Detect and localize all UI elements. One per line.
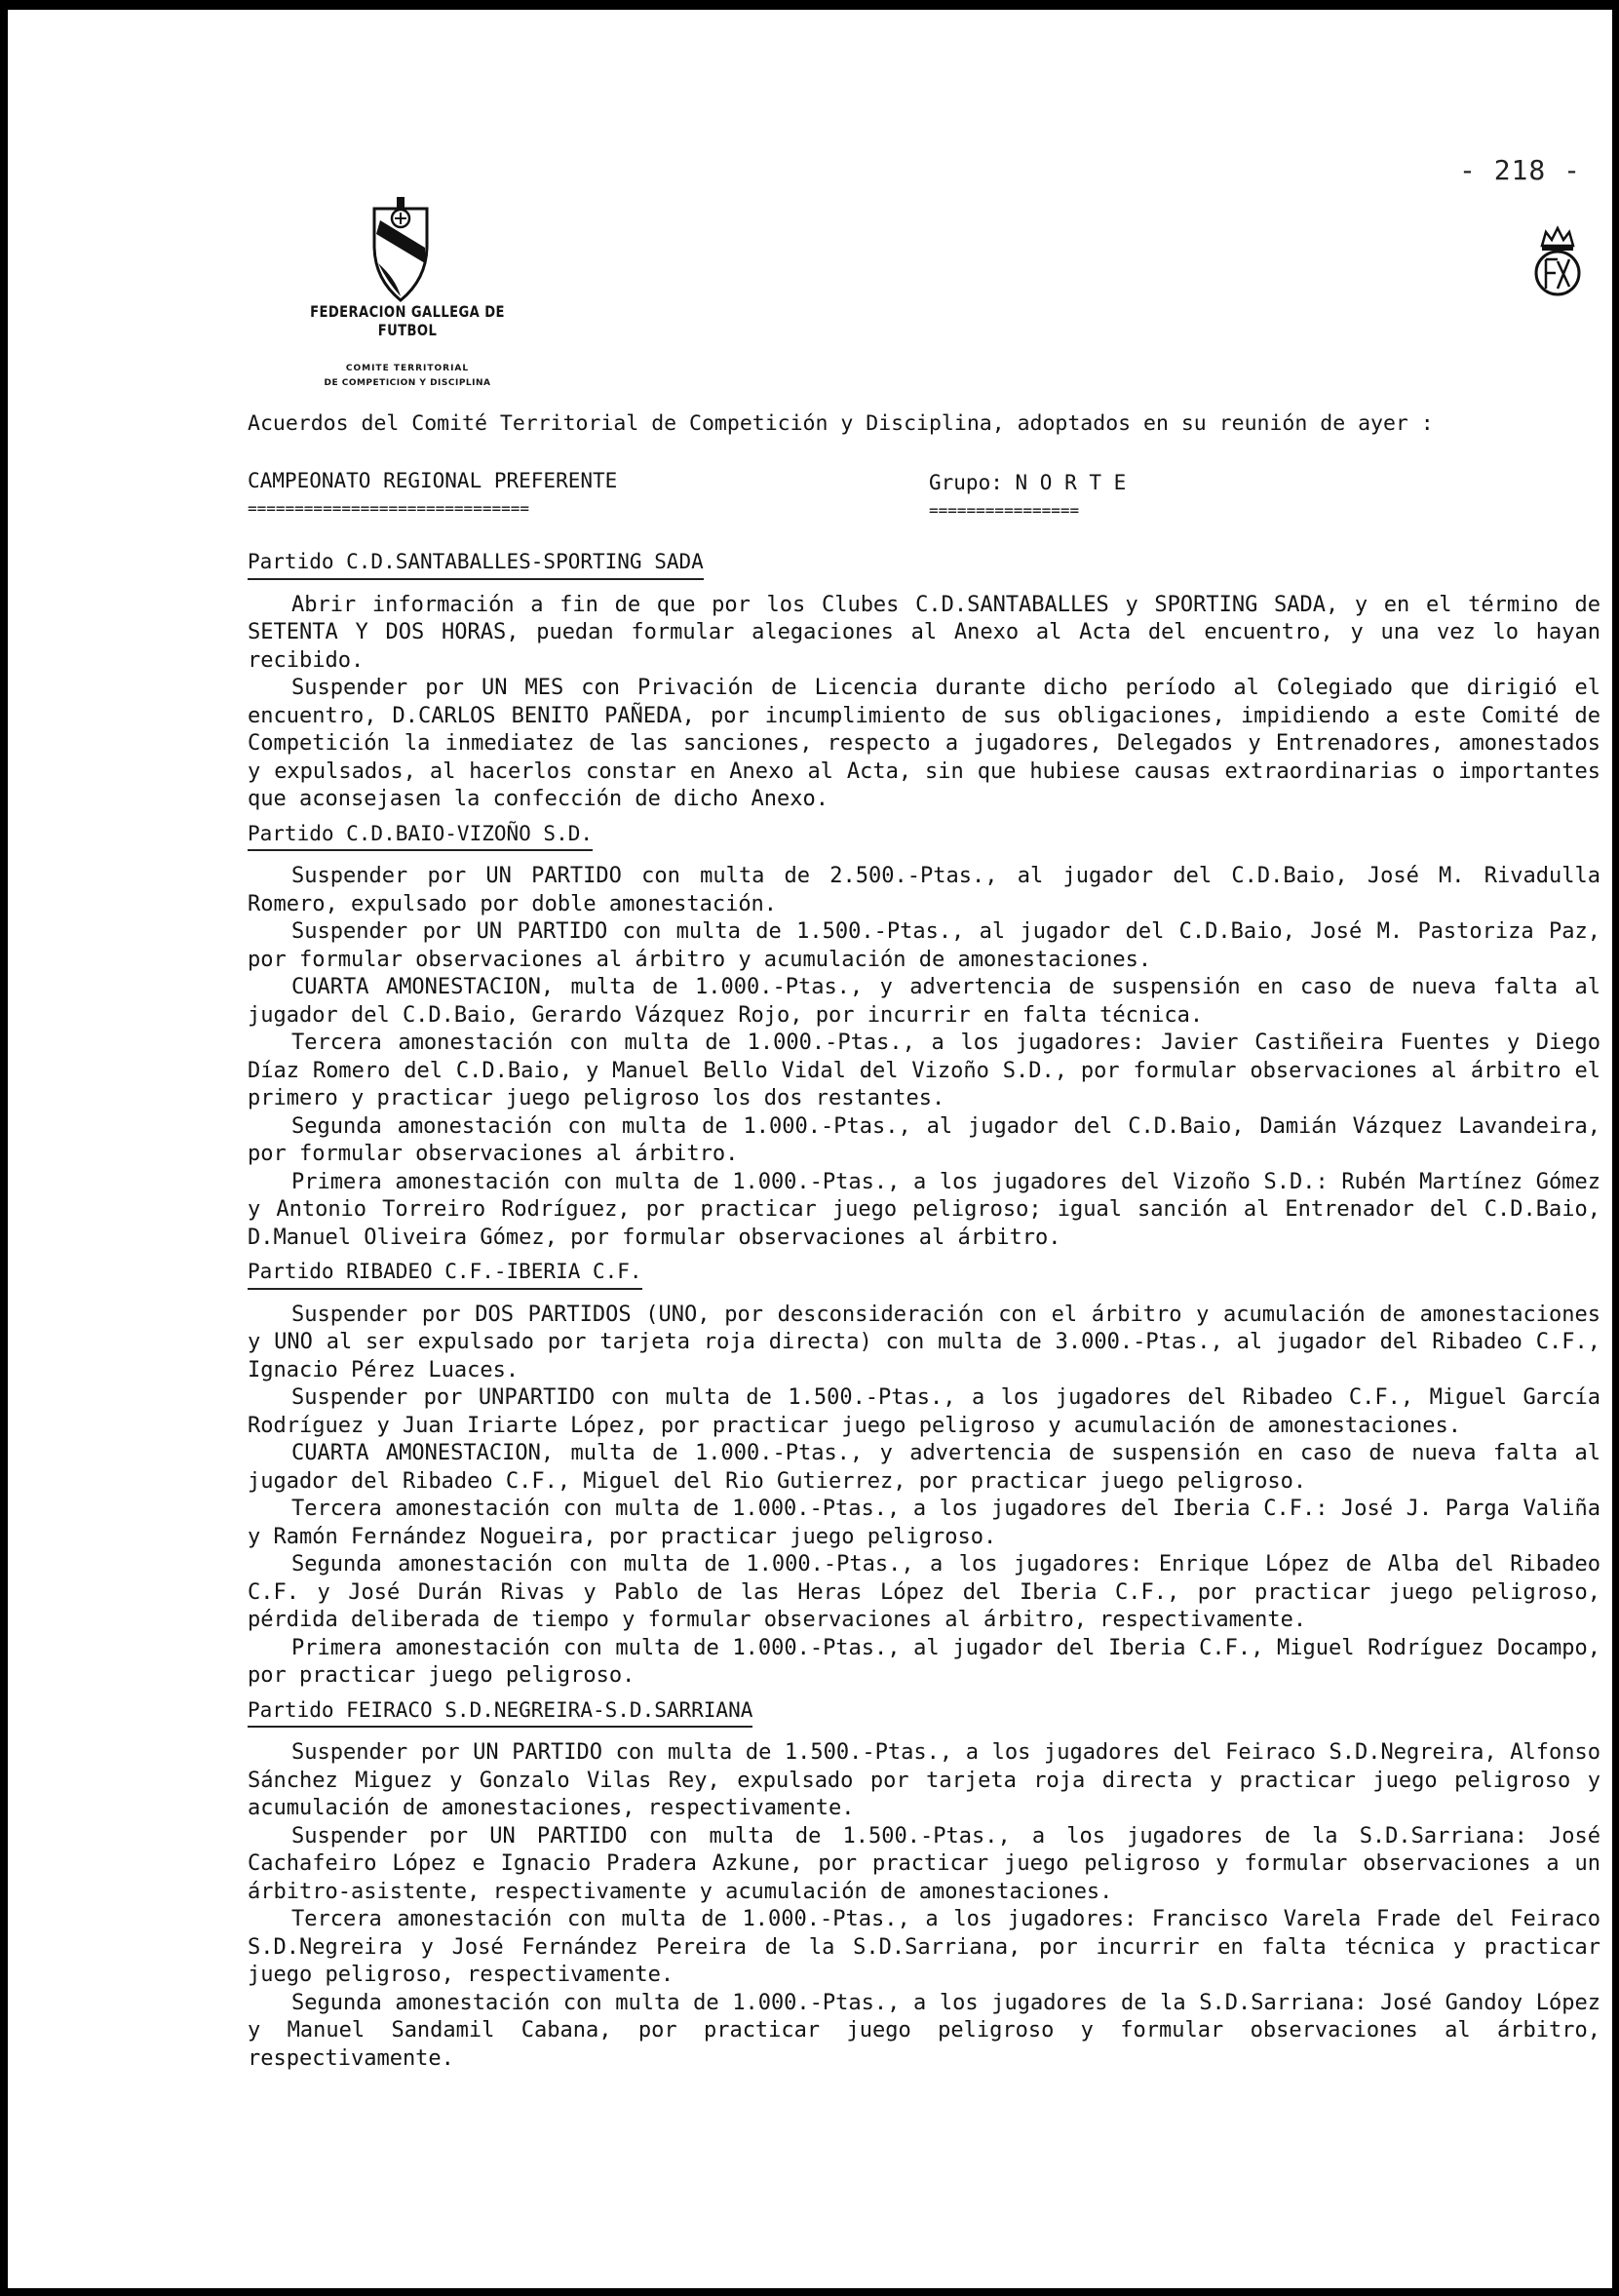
crowned-crest-logo <box>1528 213 1587 310</box>
group-label: Grupo: N O R T E <box>929 471 1127 494</box>
group-rule: ================ <box>929 501 1080 520</box>
resolution-paragraph: Suspender por UN PARTIDO con multa de 1.500.-Ptas., a los jugadores de la S.D.Sarriana: José Cachafeiro López e Ignacio Pradera Azkune, por practicar juego peligroso y formular observaciones a un árbitro-asistente, respectivamente y acumulación de amonestaciones. <box>248 1823 1600 1904</box>
federation-shield-logo <box>366 195 435 304</box>
organization-committee-sub: DE COMPETICION Y DISCIPLINA <box>324 378 491 388</box>
match-heading: Partido FEIRACO S.D.NEGREIRA-S.D.SARRIANA <box>248 1696 752 1729</box>
match-section <box>248 548 1600 814</box>
resolution-paragraph: Tercera amonestación con multa de 1.000.-Ptas., a los jugadores: Francisco Varela Frade del Feiraco S.D.Negreira y José Fernández Pereira de la S.D.Sarriana, por incurrir en falta técnica y practicar juego peligroso, respectivamente. <box>248 1907 1600 1987</box>
resolution-paragraph: Abrir información a fin de que por los Clubes C.D.SANTABALLES y SPORTING SADA, y en el término de SETENTA Y DOS HORAS, puedan formular alegaciones al Anexo al Acta del encuentro, y una vez lo hayan recibido. <box>248 592 1600 673</box>
intro-text: Acuerdos del Comité Territorial de Competición y Disciplina, adoptados en su reunión de ayer : <box>248 411 1434 436</box>
resolution-paragraph: CUARTA AMONESTACION, multa de 1.000.-Ptas., y advertencia de suspensión en caso de nueva falta al jugador del C.D.Baio, Gerardo Vázquez Rojo, por incurrir en falta técnica. <box>248 975 1600 1028</box>
resolution-paragraph: Suspender por UN PARTIDO con multa de 1.500.-Ptas., al jugador del C.D.Baio, José M. Pastoriza Paz, por formular observaciones al árbitro y acumulación de amonestaciones. <box>248 919 1600 972</box>
resolution-paragraph: Tercera amonestación con multa de 1.000.-Ptas., a los jugadores: Javier Castiñeira Fuentes y Diego Díaz Romero del C.D.Baio, y Manuel Bello Vidal del Vizoño S.D., por formular observaciones al árbitro el primero y practicar juego peligroso los dos restantes. <box>248 1031 1600 1110</box>
championship-title-block <box>248 469 617 518</box>
match-section <box>248 820 1600 1253</box>
organization-committee: COMITE TERRITORIAL <box>345 364 470 373</box>
championship-title-rule: ============================== <box>248 499 529 518</box>
resolution-paragraph: Suspender por UNPARTIDO con multa de 1.500.-Ptas., a los jugadores del Ribadeo C.F., Miguel García Rodríguez y Juan Iriarte López, por practicar juego peligroso y acumulación de amonestaciones. <box>248 1385 1600 1438</box>
resolution-paragraph: Primera amonestación con multa de 1.000.-Ptas., al jugador del Iberia C.F., Miguel Rodríguez Docampo, por practicar juego peligroso. <box>248 1635 1600 1688</box>
resolution-paragraph: Segunda amonestación con multa de 1.000.-Ptas., al jugador del C.D.Baio, Damián Vázquez Lavandeira, por formular observaciones al árbitro. <box>248 1113 1600 1166</box>
resolution-paragraph: Suspender por UN PARTIDO con multa de 2.500.-Ptas., al jugador del C.D.Baio, José M. Rivadulla Romero, expulsado por doble amonestación. <box>248 864 1600 916</box>
match-section <box>248 1258 1600 1691</box>
resolution-paragraph: Suspender por UN MES con Privación de Licencia durante dicho período al Colegiado que dirigió el encuentro, D.CARLOS BENITO PAÑEDA, por incumplimiento de sus obligaciones, impidiendo a este Comité de Competición la inmediatez de las sanciones, respecto a jugadores, Delegados y Entrenadores, amonestados y expulsados, al hacerlos constar en Anexo al Acta, sin que hubiese causas extraordinarias o importantes que aconsejasen la confección de dicho Anexo. <box>248 676 1600 811</box>
match-heading: Partido C.D.SANTABALLES-SPORTING SADA <box>248 548 704 580</box>
document-body <box>248 548 1600 2073</box>
match-section <box>248 1696 1600 2074</box>
resolution-paragraph: Segunda amonestación con multa de 1.000.-Ptas., a los jugadores: Enrique López de Alba del Ribadeo C.F. y José Durán Rivas y Pablo de las Heras López del Iberia C.F., por practicar juego peligroso, pérdida deliberada de tiempo y formular observaciones al árbitro, respectivamente. <box>248 1552 1600 1632</box>
page-number: - 218 - <box>1458 154 1581 186</box>
resolution-paragraph: Segunda amonestación con multa de 1.000.-Ptas., a los jugadores de la S.D.Sarriana: José Gandoy López y Manuel Sandamil Cabana, por practicar juego peligroso y formular observaciones al árbitro, respectivamente. <box>248 1990 1600 2071</box>
resolution-paragraph: Suspender por DOS PARTIDOS (UNO, por desconsideración con el árbitro y acumulación de amonestaciones y UNO al ser expulsado por tarjeta roja directa) con multa de 3.000.-Ptas., al jugador del Ribadeo C.F., Ignacio Pérez Luaces. <box>248 1302 1600 1382</box>
organization-name: FEDERACION GALLEGA DE FUTBOL <box>310 302 505 339</box>
document-page <box>8 10 1612 2288</box>
group-block <box>929 471 1126 520</box>
resolution-paragraph: CUARTA AMONESTACION, multa de 1.000.-Ptas., y advertencia de suspensión en caso de nueva falta al jugador del Ribadeo C.F., Miguel del Rio Gutierrez, por practicar juego peligroso. <box>248 1441 1600 1494</box>
resolution-paragraph: Primera amonestación con multa de 1.000.-Ptas., a los jugadores del Vizoño S.D.: Rubén Martínez Gómez y Antonio Torreiro Rodríguez, por practicar juego peligroso; igual sanción al Entrenador del C.D.Baio, D.Manuel Oliveira Gómez, por formular observaciones al árbitro. <box>248 1169 1600 1250</box>
match-heading: Partido C.D.BAIO-VIZOÑO S.D. <box>248 820 593 852</box>
match-heading: Partido RIBADEO C.F.-IBERIA C.F. <box>248 1258 642 1290</box>
resolution-paragraph: Suspender por UN PARTIDO con multa de 1.500.-Ptas., a los jugadores del Feiraco S.D.Negreira, Alfonso Sánchez Miguez y Gonzalo Vilas Rey, expulsado por tarjeta roja directa y practicar juego peligroso y acumulación de amonestaciones, respectivamente. <box>248 1740 1600 1820</box>
organization-block <box>251 302 563 390</box>
resolution-paragraph: Tercera amonestación con multa de 1.000.-Ptas., a los jugadores del Iberia C.F.: José J. Parga Valiña y Ramón Fernández Nogueira, por practicar juego peligroso. <box>248 1497 1600 1549</box>
championship-title: CAMPEONATO REGIONAL PREFERENTE <box>248 469 618 492</box>
